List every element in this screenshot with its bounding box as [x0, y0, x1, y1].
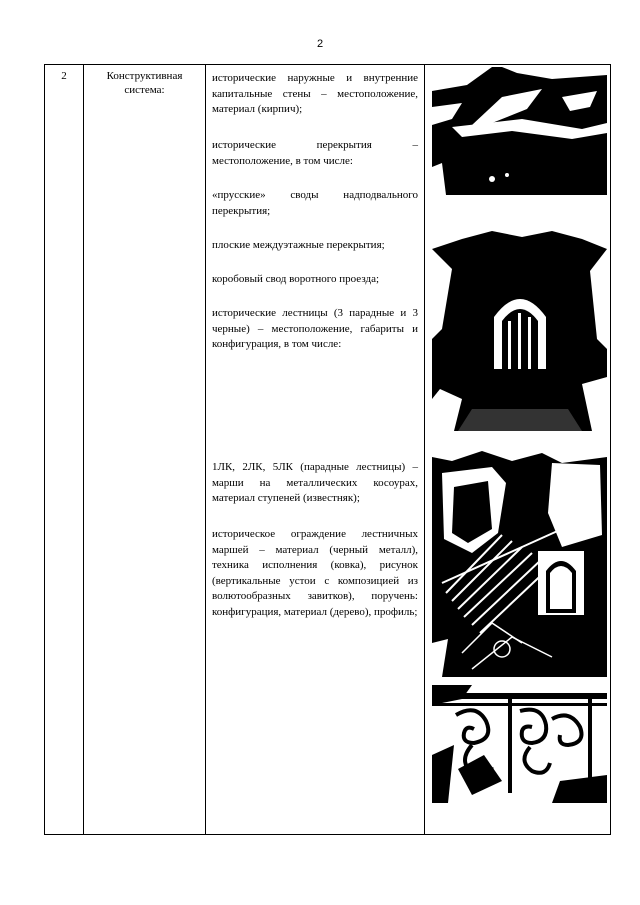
paragraph-grand-stairs: 1ЛК, 2ЛК, 5ЛК (парадные лестницы) – марши на металлических косоурах, материал ступеней (известняк);: [212, 461, 418, 504]
paragraph-walls: исторические наружные и внутренние капитальные стены – местоположение, материал (кирпич);: [212, 72, 418, 115]
element-description: [206, 65, 425, 835]
paragraph-railing: историческое ограждение лестничных маршей – материал (черный металл), техника исполнения (ковка), рисунок (вертикальные устои с композицией из волютообразных завитков), поручень: конфигурация, материал (дерево), профиль;: [212, 528, 418, 618]
paragraph-staircases: исторические лестницы (3 парадные и 3 черные) – местоположение, габариты и конфигурация, в том числе:: [212, 307, 418, 350]
paragraph-flat-floors: плоские междуэтажные перекрытия;: [212, 239, 385, 251]
table-row: [45, 65, 611, 835]
row-number: 2: [45, 65, 84, 835]
page-number: 2: [316, 38, 324, 50]
heritage-table: [44, 64, 611, 835]
staircase-photo: [432, 443, 607, 677]
ceiling-vault-photo: [432, 67, 607, 195]
railing-photo: [432, 685, 607, 803]
photo-column: [425, 65, 611, 835]
paragraph-prussian-vaults: «прусские» своды надподвального перекрытия;: [212, 189, 418, 217]
paragraph-floors: исторические перекрытия – местоположение, в том числе:: [212, 139, 418, 167]
paragraph-gate-vault: коробовый свод воротного проезда;: [212, 273, 380, 285]
element-name: Конструктивная система:: [84, 65, 206, 835]
gate-passage-photo: [432, 209, 607, 431]
